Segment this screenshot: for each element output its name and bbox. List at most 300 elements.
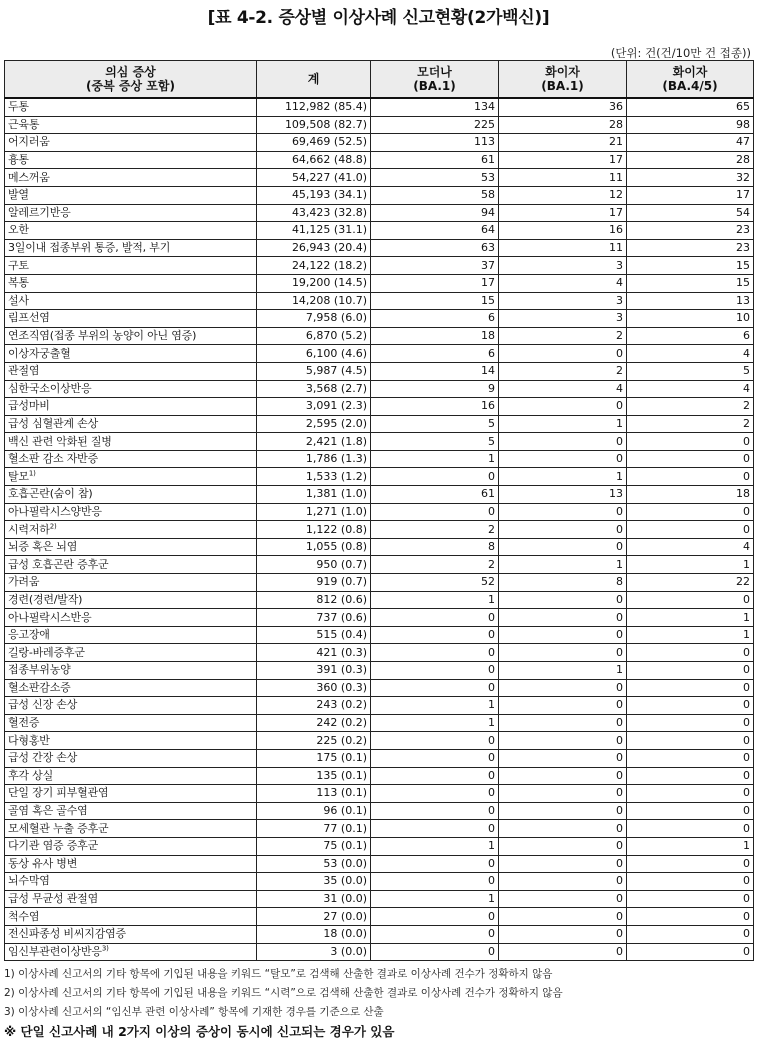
pfizer-ba45-cell: 0 <box>627 873 754 891</box>
symptom-name: 뇌수막염 <box>8 874 50 888</box>
moderna-cell: 0 <box>371 644 499 662</box>
pfizer-ba1-cell: 11 <box>499 169 627 187</box>
moderna-cell: 61 <box>371 151 499 169</box>
pfizer-ba45-cell: 0 <box>627 662 754 680</box>
symptom-name: 이상자궁출혈 <box>8 346 71 360</box>
pfizer-ba45-cell: 5 <box>627 362 754 380</box>
table-row <box>5 186 754 204</box>
symptom-name: 접종부위농양 <box>8 663 71 677</box>
symptom-cell <box>5 802 257 820</box>
table-row <box>5 503 754 521</box>
moderna-cell: 134 <box>371 98 499 116</box>
symptom-name: 척수염 <box>8 909 40 923</box>
table-row <box>5 714 754 732</box>
symptom-cell <box>5 362 257 380</box>
pfizer-ba1-cell: 8 <box>499 574 627 592</box>
table-row <box>5 169 754 187</box>
symptom-cell <box>5 186 257 204</box>
symptom-name: 구토 <box>8 258 29 272</box>
symptom-name: 후각 상실 <box>8 768 54 782</box>
pfizer-ba45-cell: 0 <box>627 943 754 961</box>
pfizer-ba1-cell: 0 <box>499 837 627 855</box>
total-cell: 135 (0.1) <box>257 767 371 785</box>
table-row <box>5 626 754 644</box>
moderna-cell: 0 <box>371 943 499 961</box>
total-cell: 3 (0.0) <box>257 943 371 961</box>
pfizer-ba45-cell: 32 <box>627 169 754 187</box>
symptom-cell <box>5 222 257 240</box>
total-cell: 75 (0.1) <box>257 837 371 855</box>
symptom-cell <box>5 169 257 187</box>
symptom-cell <box>5 749 257 767</box>
moderna-cell: 1 <box>371 591 499 609</box>
table-row <box>5 943 754 961</box>
moderna-cell: 5 <box>371 433 499 451</box>
symptom-name: 응고장애 <box>8 628 50 642</box>
symptom-name: 시력저하 <box>8 522 50 536</box>
table-row <box>5 521 754 539</box>
symptom-cell <box>5 644 257 662</box>
table-row <box>5 925 754 943</box>
total-cell: 515 (0.4) <box>257 626 371 644</box>
table-row <box>5 538 754 556</box>
pfizer-ba45-cell: 0 <box>627 767 754 785</box>
pfizer-ba1-cell: 3 <box>499 292 627 310</box>
pfizer-ba45-cell: 54 <box>627 204 754 222</box>
total-cell: 225 (0.2) <box>257 732 371 750</box>
moderna-cell: 52 <box>371 574 499 592</box>
footnote-1: 1) 이상사례 신고서의 기타 항목에 기입된 내용을 키워드 “탈모”로 검색해 산출한 결과로 이상사례 건수가 정확하지 않음 <box>4 968 553 980</box>
pfizer-ba1-cell: 0 <box>499 591 627 609</box>
symptom-cell <box>5 398 257 416</box>
symptom-cell <box>5 556 257 574</box>
pfizer-ba45-cell: 1 <box>627 626 754 644</box>
pfizer-ba45-cell: 0 <box>627 697 754 715</box>
moderna-cell: 15 <box>371 292 499 310</box>
total-cell: 64,662 (48.8) <box>257 151 371 169</box>
symptom-cell <box>5 679 257 697</box>
moderna-cell: 17 <box>371 274 499 292</box>
total-cell: 1,381 (1.0) <box>257 486 371 504</box>
pfizer-ba45-cell: 15 <box>627 274 754 292</box>
symptom-name: 설사 <box>8 293 29 307</box>
moderna-cell: 9 <box>371 380 499 398</box>
table-row <box>5 556 754 574</box>
pfizer-ba45-cell: 0 <box>627 925 754 943</box>
pfizer-ba1-cell: 0 <box>499 538 627 556</box>
total-cell: 31 (0.0) <box>257 890 371 908</box>
total-cell: 3,091 (2.3) <box>257 398 371 416</box>
total-cell: 14,208 (10.7) <box>257 292 371 310</box>
pfizer-ba1-cell: 0 <box>499 433 627 451</box>
symptom-cell <box>5 591 257 609</box>
total-cell: 26,943 (20.4) <box>257 239 371 257</box>
symptom-name: 두통 <box>8 100 29 114</box>
moderna-cell: 0 <box>371 802 499 820</box>
pfizer-ba45-cell: 17 <box>627 186 754 204</box>
symptom-name: 3일이내 접종부위 통증, 발적, 부기 <box>8 241 171 255</box>
moderna-cell: 113 <box>371 134 499 152</box>
moderna-cell: 0 <box>371 662 499 680</box>
symptom-cell <box>5 327 257 345</box>
table-row <box>5 644 754 662</box>
pfizer-ba1-cell: 0 <box>499 908 627 926</box>
symptom-cell <box>5 697 257 715</box>
moderna-cell: 2 <box>371 556 499 574</box>
symptom-cell <box>5 151 257 169</box>
moderna-cell: 1 <box>371 450 499 468</box>
pfizer-ba45-cell: 0 <box>627 679 754 697</box>
symptom-name: 가려움 <box>8 575 40 589</box>
total-cell: 360 (0.3) <box>257 679 371 697</box>
symptom-name: 호흡곤란(숨이 참) <box>8 487 93 501</box>
moderna-cell: 0 <box>371 609 499 627</box>
symptom-name: 다형홍반 <box>8 733 50 747</box>
pfizer-ba1-cell: 0 <box>499 802 627 820</box>
moderna-cell: 18 <box>371 327 499 345</box>
symptom-name: 급성 간장 손상 <box>8 751 78 765</box>
pfizer-ba45-cell: 23 <box>627 222 754 240</box>
moderna-cell: 0 <box>371 732 499 750</box>
moderna-cell: 0 <box>371 679 499 697</box>
total-cell: 6,870 (5.2) <box>257 327 371 345</box>
pfizer-ba45-cell: 15 <box>627 257 754 275</box>
symptom-name: 임신부관련이상반응 <box>8 944 102 958</box>
header-moderna <box>371 61 499 99</box>
total-cell: 35 (0.0) <box>257 873 371 891</box>
symptom-name: 발열 <box>8 188 29 202</box>
pfizer-ba45-cell: 13 <box>627 292 754 310</box>
moderna-cell: 0 <box>371 767 499 785</box>
pfizer-ba1-cell: 3 <box>499 257 627 275</box>
header-pfizer-ba1-line2: (BA.1) <box>541 79 584 93</box>
symptom-cell <box>5 116 257 134</box>
moderna-cell: 6 <box>371 345 499 363</box>
table-row <box>5 98 754 116</box>
symptom-cell <box>5 503 257 521</box>
table-row <box>5 380 754 398</box>
table-row <box>5 433 754 451</box>
pfizer-ba45-cell: 0 <box>627 749 754 767</box>
total-cell: 243 (0.2) <box>257 697 371 715</box>
table-row <box>5 908 754 926</box>
pfizer-ba1-cell: 17 <box>499 204 627 222</box>
table-row <box>5 679 754 697</box>
total-cell: 77 (0.1) <box>257 820 371 838</box>
symptom-name: 혈소판 감소 자반증 <box>8 452 99 466</box>
table-row <box>5 257 754 275</box>
table-row <box>5 362 754 380</box>
pfizer-ba45-cell: 0 <box>627 714 754 732</box>
symptom-name: 급성 무균성 관절염 <box>8 892 99 906</box>
moderna-cell: 53 <box>371 169 499 187</box>
table-row <box>5 574 754 592</box>
pfizer-ba45-cell: 0 <box>627 468 754 486</box>
moderna-cell: 16 <box>371 398 499 416</box>
symptom-name: 탈모 <box>8 469 29 483</box>
footnotes <box>4 965 753 1041</box>
pfizer-ba45-cell: 23 <box>627 239 754 257</box>
symptom-cell <box>5 345 257 363</box>
pfizer-ba1-cell: 0 <box>499 925 627 943</box>
table-row <box>5 116 754 134</box>
symptom-name: 뇌증 혹은 뇌염 <box>8 540 78 554</box>
header-pfizer-ba45 <box>627 61 754 99</box>
pfizer-ba1-cell: 0 <box>499 626 627 644</box>
total-cell: 421 (0.3) <box>257 644 371 662</box>
pfizer-ba1-cell: 0 <box>499 503 627 521</box>
moderna-cell: 0 <box>371 925 499 943</box>
table-row <box>5 239 754 257</box>
symptom-name: 아나필락시스반응 <box>8 610 92 624</box>
pfizer-ba45-cell: 0 <box>627 855 754 873</box>
symptom-cell <box>5 274 257 292</box>
pfizer-ba45-cell: 6 <box>627 327 754 345</box>
symptom-cell <box>5 239 257 257</box>
table-row <box>5 785 754 803</box>
moderna-cell: 0 <box>371 749 499 767</box>
table-row <box>5 486 754 504</box>
header-moderna-line2: (BA.1) <box>413 79 456 93</box>
table-row <box>5 749 754 767</box>
symptom-name: 아나필락시스양반응 <box>8 504 102 518</box>
symptom-cell <box>5 714 257 732</box>
symptom-cell <box>5 415 257 433</box>
total-cell: 737 (0.6) <box>257 609 371 627</box>
symptom-cell <box>5 204 257 222</box>
header-pfizer-ba1 <box>499 61 627 99</box>
pfizer-ba1-cell: 13 <box>499 486 627 504</box>
total-cell: 53 (0.0) <box>257 855 371 873</box>
pfizer-ba45-cell: 1 <box>627 556 754 574</box>
symptom-name: 관절염 <box>8 364 40 378</box>
pfizer-ba45-cell: 2 <box>627 398 754 416</box>
total-cell: 1,055 (0.8) <box>257 538 371 556</box>
symptom-cell <box>5 732 257 750</box>
pfizer-ba1-cell: 1 <box>499 468 627 486</box>
moderna-cell: 6 <box>371 310 499 328</box>
symptom-cell <box>5 609 257 627</box>
table-row <box>5 310 754 328</box>
total-cell: 5,987 (4.5) <box>257 362 371 380</box>
symptom-name: 어지러움 <box>8 135 50 149</box>
pfizer-ba1-cell: 1 <box>499 662 627 680</box>
pfizer-ba1-cell: 36 <box>499 98 627 116</box>
table-row <box>5 820 754 838</box>
pfizer-ba1-cell: 0 <box>499 697 627 715</box>
pfizer-ba1-cell: 0 <box>499 732 627 750</box>
symptom-cell <box>5 538 257 556</box>
symptom-name: 복통 <box>8 276 29 290</box>
moderna-cell: 0 <box>371 468 499 486</box>
total-cell: 27 (0.0) <box>257 908 371 926</box>
moderna-cell: 0 <box>371 820 499 838</box>
pfizer-ba1-cell: 0 <box>499 521 627 539</box>
pfizer-ba45-cell: 28 <box>627 151 754 169</box>
symptom-name: 다기관 염증 증후군 <box>8 839 99 853</box>
total-cell: 1,786 (1.3) <box>257 450 371 468</box>
table-row <box>5 591 754 609</box>
pfizer-ba45-cell: 0 <box>627 644 754 662</box>
symptom-name: 메스꺼움 <box>8 170 50 184</box>
symptom-cell <box>5 820 257 838</box>
pfizer-ba1-cell: 0 <box>499 714 627 732</box>
symptom-name: 전신파종성 비씨지감염증 <box>8 927 126 941</box>
pfizer-ba1-cell: 16 <box>499 222 627 240</box>
total-cell: 7,958 (6.0) <box>257 310 371 328</box>
total-cell: 6,100 (4.6) <box>257 345 371 363</box>
pfizer-ba45-cell: 0 <box>627 503 754 521</box>
total-cell: 1,271 (1.0) <box>257 503 371 521</box>
pfizer-ba45-cell: 4 <box>627 380 754 398</box>
symptom-name: 급성 심혈관계 손상 <box>8 416 99 430</box>
symptom-name: 모세혈관 누출 증후군 <box>8 821 109 835</box>
table-row <box>5 222 754 240</box>
symptom-name: 백신 관련 악화된 질병 <box>8 434 112 448</box>
table-row <box>5 345 754 363</box>
pfizer-ba1-cell: 0 <box>499 644 627 662</box>
header-total: 계 <box>257 61 371 99</box>
pfizer-ba1-cell: 0 <box>499 855 627 873</box>
table-row <box>5 802 754 820</box>
pfizer-ba45-cell: 2 <box>627 415 754 433</box>
header-symptom-line2: (중복 증상 포함) <box>86 79 175 93</box>
symptom-cell <box>5 890 257 908</box>
total-cell: 2,595 (2.0) <box>257 415 371 433</box>
moderna-cell: 0 <box>371 626 499 644</box>
table-row <box>5 398 754 416</box>
final-note: ※ 단일 신고사례 내 2가지 이상의 증상이 동시에 신고되는 경우가 있음 <box>4 1024 395 1039</box>
total-cell: 919 (0.7) <box>257 574 371 592</box>
symptom-cell <box>5 767 257 785</box>
symptom-name: 급성 신장 손상 <box>8 698 78 712</box>
pfizer-ba1-cell: 0 <box>499 345 627 363</box>
total-cell: 3,568 (2.7) <box>257 380 371 398</box>
total-cell: 41,125 (31.1) <box>257 222 371 240</box>
header-symptom <box>5 61 257 99</box>
symptom-name: 혈소판감소증 <box>8 680 71 694</box>
symptom-cell <box>5 662 257 680</box>
pfizer-ba45-cell: 4 <box>627 538 754 556</box>
total-cell: 1,533 (1.2) <box>257 468 371 486</box>
moderna-cell: 63 <box>371 239 499 257</box>
pfizer-ba1-cell: 0 <box>499 820 627 838</box>
symptom-cell <box>5 626 257 644</box>
symptom-cell <box>5 380 257 398</box>
moderna-cell: 1 <box>371 714 499 732</box>
table-title: [표 4-2. 증상별 이상사례 신고현황(2가백신)] <box>207 8 550 28</box>
pfizer-ba45-cell: 0 <box>627 802 754 820</box>
header-pfizer-ba45-line1: 화이자 <box>672 65 708 79</box>
pfizer-ba1-cell: 12 <box>499 186 627 204</box>
symptom-name: 골염 혹은 골수염 <box>8 804 88 818</box>
moderna-cell: 225 <box>371 116 499 134</box>
table-row <box>5 151 754 169</box>
total-cell: 109,508 (82.7) <box>257 116 371 134</box>
symptom-table <box>4 60 754 961</box>
symptom-cell <box>5 574 257 592</box>
symptom-cell <box>5 433 257 451</box>
pfizer-ba45-cell: 0 <box>627 908 754 926</box>
pfizer-ba45-cell: 0 <box>627 785 754 803</box>
pfizer-ba1-cell: 4 <box>499 274 627 292</box>
table-row <box>5 767 754 785</box>
header-moderna-line1: 모더나 <box>417 65 452 79</box>
table-row <box>5 873 754 891</box>
total-cell: 812 (0.6) <box>257 591 371 609</box>
total-cell: 69,469 (52.5) <box>257 134 371 152</box>
pfizer-ba45-cell: 98 <box>627 116 754 134</box>
table-header-row <box>5 61 754 99</box>
total-cell: 45,193 (34.1) <box>257 186 371 204</box>
pfizer-ba1-cell: 1 <box>499 556 627 574</box>
table-row <box>5 450 754 468</box>
footnote-marker: 1) <box>28 469 36 478</box>
symptom-name: 근육통 <box>8 117 40 131</box>
table-row <box>5 327 754 345</box>
pfizer-ba1-cell: 0 <box>499 679 627 697</box>
symptom-name: 림프선염 <box>8 311 50 325</box>
pfizer-ba1-cell: 0 <box>499 609 627 627</box>
pfizer-ba1-cell: 3 <box>499 310 627 328</box>
pfizer-ba45-cell: 47 <box>627 134 754 152</box>
symptom-name: 심한국소이상반응 <box>8 381 92 395</box>
pfizer-ba45-cell: 10 <box>627 310 754 328</box>
pfizer-ba45-cell: 0 <box>627 591 754 609</box>
table-row <box>5 855 754 873</box>
pfizer-ba1-cell: 0 <box>499 873 627 891</box>
moderna-cell: 5 <box>371 415 499 433</box>
pfizer-ba45-cell: 0 <box>627 433 754 451</box>
moderna-cell: 0 <box>371 785 499 803</box>
pfizer-ba45-cell: 65 <box>627 98 754 116</box>
total-cell: 2,421 (1.8) <box>257 433 371 451</box>
pfizer-ba1-cell: 11 <box>499 239 627 257</box>
moderna-cell: 58 <box>371 186 499 204</box>
table-row <box>5 837 754 855</box>
footnote-3: 3) 이상사례 신고서의 “임신부 관련 이상사례” 항목에 기재한 경우를 기준으로 산출 <box>4 1006 384 1018</box>
total-cell: 950 (0.7) <box>257 556 371 574</box>
symptom-name: 오한 <box>8 223 29 237</box>
symptom-name: 흉통 <box>8 153 29 167</box>
pfizer-ba45-cell: 0 <box>627 890 754 908</box>
symptom-cell <box>5 855 257 873</box>
moderna-cell: 94 <box>371 204 499 222</box>
symptom-cell <box>5 134 257 152</box>
moderna-cell: 1 <box>371 697 499 715</box>
table-row <box>5 697 754 715</box>
total-cell: 24,122 (18.2) <box>257 257 371 275</box>
symptom-cell <box>5 925 257 943</box>
symptom-name: 급성마비 <box>8 399 50 413</box>
symptom-cell <box>5 310 257 328</box>
pfizer-ba45-cell: 4 <box>627 345 754 363</box>
symptom-name: 연조직염(접종 부위의 농양이 아닌 염증) <box>8 329 197 343</box>
symptom-name: 급성 호흡곤란 증후군 <box>8 557 109 571</box>
symptom-cell <box>5 292 257 310</box>
table-row <box>5 204 754 222</box>
table-row <box>5 274 754 292</box>
total-cell: 43,423 (32.8) <box>257 204 371 222</box>
symptom-cell <box>5 257 257 275</box>
moderna-cell: 37 <box>371 257 499 275</box>
symptom-name: 혈전증 <box>8 716 40 730</box>
table-row <box>5 890 754 908</box>
pfizer-ba1-cell: 2 <box>499 362 627 380</box>
symptom-name: 동상 유사 병변 <box>8 856 78 870</box>
table-row <box>5 134 754 152</box>
table-row <box>5 662 754 680</box>
